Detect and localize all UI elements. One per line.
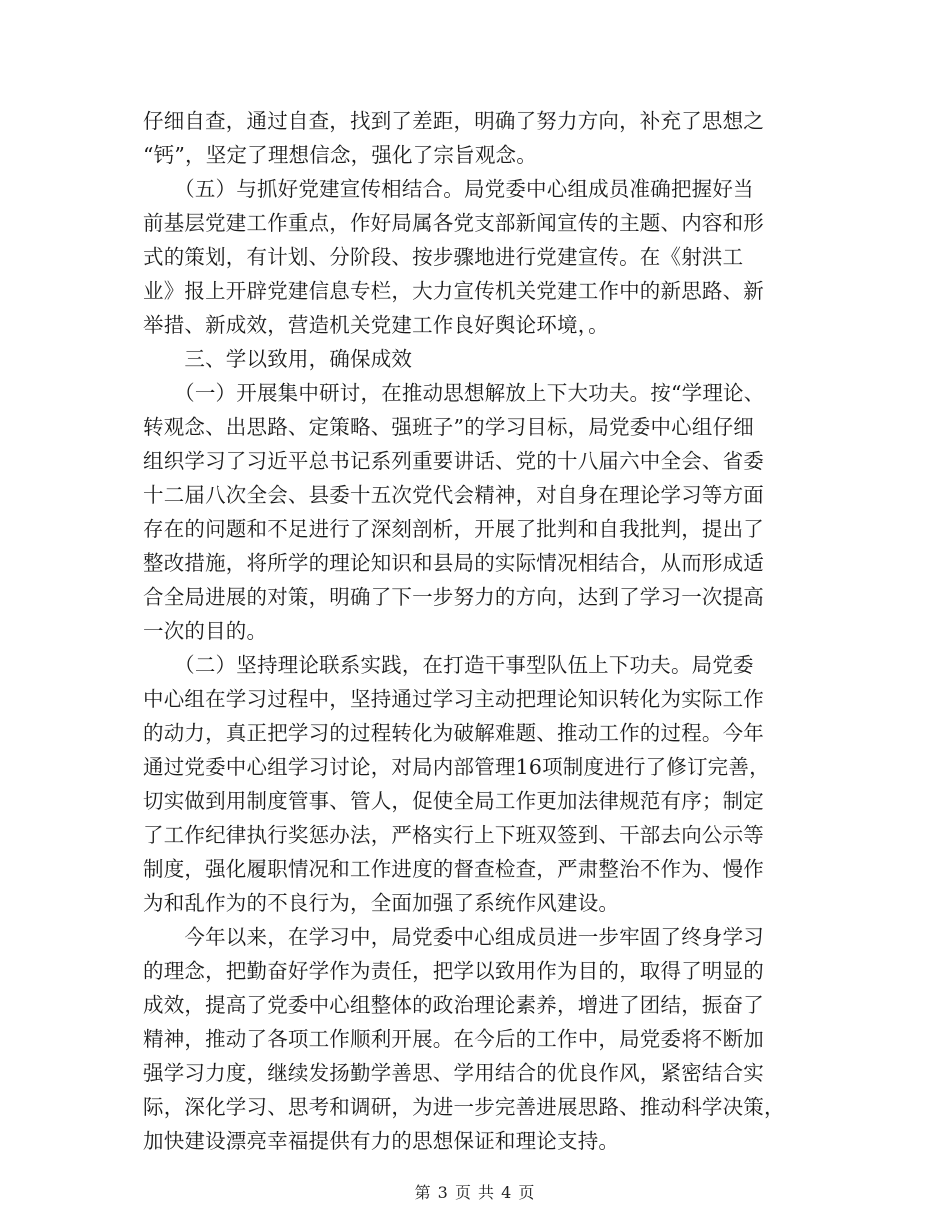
text-line: 合全局进展的对策，明确了下一步努力的方向，达到了学习一次提高	[143, 585, 764, 609]
text-line: 强学习力度，继续发扬勤学善思、学用结合的优良作风，紧密结合实	[143, 1061, 764, 1085]
text-line: 制度，强化履职情况和工作进度的督查检查，严肃整治不作为、慢作	[143, 857, 764, 881]
text-line: 前基层党建工作重点，作好局属各党支部新闻宣传的主题、内容和形	[143, 211, 764, 235]
text-line: 组织学习了习近平总书记系列重要讲话、党的十八届六中全会、省委	[143, 449, 764, 473]
text-line: 一次的目的。	[143, 619, 268, 643]
section-heading: 三、学以致用，确保成效	[143, 347, 413, 371]
text-line: 际，深化学习、思考和调研，为进一步完善进展思路、推动科学决策，	[143, 1095, 785, 1119]
text-line: 了工作纪律执行奖惩办法，严格实行上下班双签到、干部去向公示等	[143, 823, 764, 847]
text-line: 中心组在学习过程中，坚持通过学习主动把理论知识转化为实际工作	[143, 687, 764, 711]
page-number-footer: 第 3 页 共 4 页	[414, 1183, 536, 1202]
text-line: 切实做到用制度管事、管人，促使全局工作更加法律规范有序；制定	[143, 789, 764, 813]
document-body	[143, 104, 813, 1158]
text-line: 通过党委中心组学习讨论，对局内部管理16项制度进行了修订完善，	[143, 755, 770, 779]
text-line: 成效，提高了党委中心组整体的政治理论素养，增进了团结，振奋了	[143, 993, 764, 1017]
text-line: 存在的问题和不足进行了深刻剖析，开展了批判和自我批判，提出了	[143, 517, 764, 541]
text-line: 精神，推动了各项工作顺利开展。在今后的工作中，局党委将不断加	[143, 1027, 764, 1051]
text-line: （二）坚持理论联系实践，在打造干事型队伍上下功夫。局党委	[143, 653, 754, 677]
text-line: 加快建设漂亮幸福提供有力的思想保证和理论支持。	[143, 1129, 620, 1153]
text-line: （一）开展集中研讨，在推动思想解放上下大功夫。按“学理论、	[143, 381, 765, 405]
text-line: 十二届八次全会、县委十五次党代会精神，对自身在理论学习等方面	[143, 483, 764, 507]
text-line: 今年以来，在学习中，局党委中心组成员进一步牢固了终身学习	[143, 925, 764, 949]
text-line: 为和乱作为的不良行为，全面加强了系统作风建设。	[143, 891, 620, 915]
text-line: 仔细自查，通过自查，找到了差距，明确了努力方向，补充了思想之	[143, 109, 764, 133]
text-line: 整改措施，将所学的理论知识和县局的实际情况相结合，从而形成适	[143, 551, 764, 575]
text-line: 的动力，真正把学习的过程转化为破解难题、推动工作的过程。今年	[143, 721, 764, 745]
text-line: 转观念、出思路、定策略、强班子”的学习目标，局党委中心组仔细	[143, 415, 754, 439]
text-line: （五）与抓好党建宣传相结合。局党委中心组成员准确把握好当	[143, 177, 754, 201]
text-line: “钙”，坚定了理想信念，强化了宗旨观念。	[143, 143, 537, 167]
text-line: 举措、新成效，营造机关党建工作良好舆论环境，。	[143, 313, 609, 337]
text-line: 业》报上开辟党建信息专栏，大力宣传机关党建工作中的新思路、新	[143, 279, 764, 303]
text-line: 式的策划，有计划、分阶段、按步骤地进行党建宣传。在《射洪工	[143, 245, 744, 269]
text-line: 的理念，把勤奋好学作为责任，把学以致用作为目的，取得了明显的	[143, 959, 764, 983]
